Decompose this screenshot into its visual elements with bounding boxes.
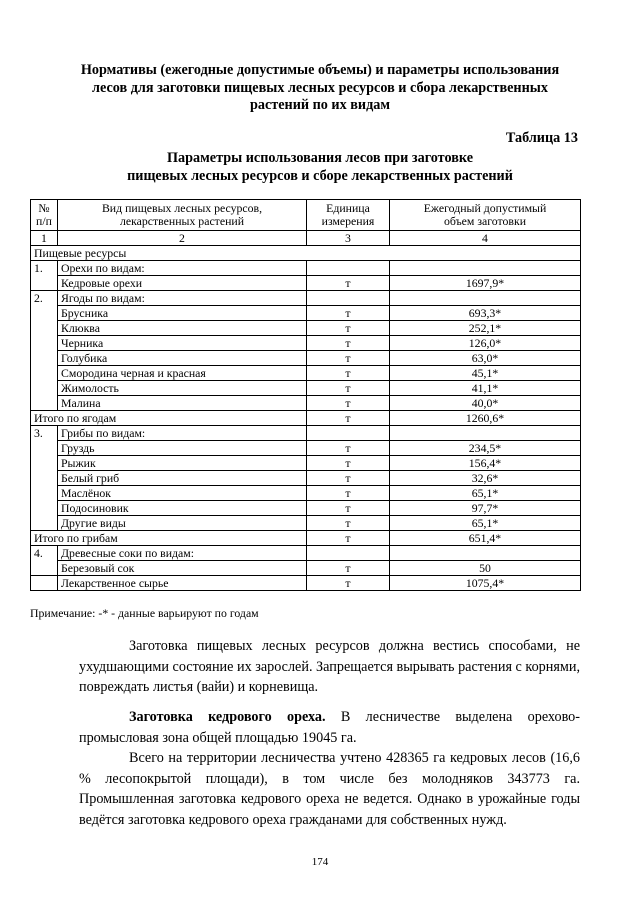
table-caption bbox=[40, 150, 600, 185]
header-cell-unit bbox=[307, 200, 390, 231]
unit-cell: т bbox=[307, 336, 390, 351]
unit-cell: т bbox=[307, 561, 390, 576]
empty-cell bbox=[31, 576, 58, 591]
resource-name: Другие виды bbox=[58, 516, 307, 531]
table-row bbox=[31, 396, 581, 411]
value-cell: 252,1* bbox=[390, 321, 581, 336]
unit-cell: т bbox=[307, 321, 390, 336]
header-cell-number bbox=[31, 200, 58, 231]
table-note: Примечание: -* - данные варьируют по годам bbox=[30, 606, 259, 620]
section-label: Пищевые ресурсы bbox=[31, 246, 581, 261]
table-row bbox=[31, 441, 581, 456]
table-number-label: Таблица 13 bbox=[505, 130, 578, 146]
table-row bbox=[31, 336, 581, 351]
resource-name: Жимолость bbox=[58, 381, 307, 396]
empty-cell bbox=[31, 351, 58, 366]
group-row bbox=[31, 291, 581, 306]
group-label: Ягоды по видам: bbox=[58, 291, 307, 306]
empty-cell bbox=[31, 501, 58, 516]
resource-name: Подосиновик bbox=[58, 501, 307, 516]
header-text: лекарственных растений bbox=[119, 214, 245, 228]
column-number: 3 bbox=[307, 231, 390, 246]
unit-cell bbox=[307, 291, 390, 306]
group-row bbox=[31, 426, 581, 441]
table-row bbox=[31, 501, 581, 516]
caption-line: Параметры использования лесов при заготовке bbox=[167, 150, 473, 166]
group-label: Орехи по видам: bbox=[58, 261, 307, 276]
empty-cell bbox=[31, 486, 58, 501]
column-number: 2 bbox=[58, 231, 307, 246]
header-text: Единица bbox=[326, 200, 370, 215]
unit-cell: т bbox=[307, 396, 390, 411]
paragraph-text: Заготовка пищевых лесных ресурсов должна вестись способами, не ухудшающими состояние их зарослей. Запрещается вырывать растения с корнями, повреждать листья (вайи) и корневища. bbox=[79, 638, 580, 695]
value-cell: 65,1* bbox=[390, 516, 581, 531]
table-row bbox=[31, 456, 581, 471]
unit-cell bbox=[307, 546, 390, 561]
table-row bbox=[31, 561, 581, 576]
value-cell bbox=[390, 291, 581, 306]
paragraph-rest: В лесничестве выделена орехово-промысловая зона общей площадью 19045 га. bbox=[79, 709, 580, 746]
header-text: измерения bbox=[321, 214, 375, 228]
paragraph-cedar-zone bbox=[79, 707, 580, 748]
value-cell: 651,4* bbox=[390, 531, 581, 546]
unit-cell: т bbox=[307, 351, 390, 366]
resource-name: Голубика bbox=[58, 351, 307, 366]
header-text: № bbox=[38, 200, 50, 215]
resource-name: Рыжик bbox=[58, 456, 307, 471]
total-label: Итого по ягодам bbox=[31, 411, 307, 426]
group-label: Древесные соки по видам: bbox=[58, 546, 307, 561]
resource-name: Малина bbox=[58, 396, 307, 411]
empty-cell bbox=[31, 366, 58, 381]
value-cell: 45,1* bbox=[390, 366, 581, 381]
table-row bbox=[31, 366, 581, 381]
value-cell: 234,5* bbox=[390, 441, 581, 456]
unit-cell: т bbox=[307, 306, 390, 321]
resource-name: Белый гриб bbox=[58, 471, 307, 486]
unit-cell: т bbox=[307, 381, 390, 396]
value-cell: 63,0* bbox=[390, 351, 581, 366]
empty-cell bbox=[31, 471, 58, 486]
empty-cell bbox=[31, 381, 58, 396]
table-row bbox=[31, 306, 581, 321]
header-cell-volume bbox=[390, 200, 581, 231]
paragraph-harvest-methods bbox=[79, 636, 580, 698]
unit-cell: т bbox=[307, 411, 390, 426]
resource-name: Брусника bbox=[58, 306, 307, 321]
empty-cell bbox=[31, 321, 58, 336]
value-cell bbox=[390, 261, 581, 276]
empty-cell bbox=[31, 516, 58, 531]
unit-cell: т bbox=[307, 366, 390, 381]
header-text: Ежегодный допустимый bbox=[423, 200, 547, 215]
table-row bbox=[31, 351, 581, 366]
resource-name: Березовый сок bbox=[58, 561, 307, 576]
unit-cell: т bbox=[307, 516, 390, 531]
unit-cell: т bbox=[307, 441, 390, 456]
table-row bbox=[31, 276, 581, 291]
empty-cell bbox=[31, 441, 58, 456]
unit-cell: т bbox=[307, 456, 390, 471]
unit-cell: т bbox=[307, 486, 390, 501]
document-title bbox=[40, 62, 600, 115]
value-cell: 693,3* bbox=[390, 306, 581, 321]
paragraph-text bbox=[79, 707, 580, 748]
paragraph-text: Всего на территории лесничества учтено 428365 га кедровых лесов (16,6 % лесопокрытой площади), в том числе без молодняков 343773 га. Промышленная заготовка кедрового ореха не ведется. Однако в урожайные годы ведётся заготовка кедрового ореха гражданами для собственных нужд. bbox=[79, 750, 580, 828]
unit-cell: т bbox=[307, 501, 390, 516]
unit-cell: т bbox=[307, 276, 390, 291]
header-text: Вид пищевых лесных ресурсов, bbox=[101, 200, 263, 215]
resource-name: Черника bbox=[58, 336, 307, 351]
value-cell: 65,1* bbox=[390, 486, 581, 501]
empty-cell bbox=[31, 306, 58, 321]
column-number: 1 bbox=[31, 231, 58, 246]
section-row bbox=[31, 246, 581, 261]
paragraph-heading: Заготовка кедрового ореха. bbox=[129, 709, 326, 725]
resource-name: Смородина черная и красная bbox=[58, 366, 307, 381]
group-number: 2. bbox=[31, 291, 58, 306]
unit-cell bbox=[307, 261, 390, 276]
value-cell: 40,0* bbox=[390, 396, 581, 411]
column-number: 4 bbox=[390, 231, 581, 246]
title-line: лесов для заготовки пищевых лесных ресурсов и сбора лекарственных bbox=[92, 79, 548, 96]
unit-cell: т bbox=[307, 531, 390, 546]
title-line: Нормативы (ежегодные допустимые объемы) и параметры использования bbox=[80, 62, 560, 78]
empty-cell bbox=[31, 456, 58, 471]
empty-cell bbox=[31, 336, 58, 351]
resource-name: Кедровые орехи bbox=[58, 276, 307, 291]
value-cell bbox=[390, 546, 581, 561]
value-cell: 1260,6* bbox=[390, 411, 581, 426]
total-label: Итого по грибам bbox=[31, 531, 307, 546]
value-cell: 1697,9* bbox=[390, 276, 581, 291]
table-row bbox=[31, 576, 581, 591]
column-numbers-row bbox=[31, 231, 581, 246]
group-number: 4. bbox=[31, 546, 58, 561]
unit-cell bbox=[307, 426, 390, 441]
group-number: 3. bbox=[31, 426, 58, 441]
empty-cell bbox=[31, 561, 58, 576]
title-line: растений по их видам bbox=[249, 97, 391, 113]
group-row bbox=[31, 546, 581, 561]
resource-name: Клюква bbox=[58, 321, 307, 336]
table-row bbox=[31, 486, 581, 501]
table-row bbox=[31, 321, 581, 336]
value-cell: 126,0* bbox=[390, 336, 581, 351]
resource-name: Груздь bbox=[58, 441, 307, 456]
resources-table bbox=[30, 199, 581, 591]
value-cell: 97,7* bbox=[390, 501, 581, 516]
table-header-row bbox=[31, 200, 581, 231]
empty-cell bbox=[31, 276, 58, 291]
total-row bbox=[31, 411, 581, 426]
table-row bbox=[31, 516, 581, 531]
value-cell: 1075,4* bbox=[390, 576, 581, 591]
resource-name: Маслёнок bbox=[58, 486, 307, 501]
unit-cell: т bbox=[307, 576, 390, 591]
empty-cell bbox=[31, 396, 58, 411]
table-row bbox=[31, 381, 581, 396]
value-cell: 41,1* bbox=[390, 381, 581, 396]
value-cell bbox=[390, 426, 581, 441]
value-cell: 156,4* bbox=[390, 456, 581, 471]
value-cell: 50 bbox=[390, 561, 581, 576]
group-row bbox=[31, 261, 581, 276]
group-number: 1. bbox=[31, 261, 58, 276]
group-label: Грибы по видам: bbox=[58, 426, 307, 441]
header-text: объем заготовки bbox=[443, 214, 527, 228]
caption-line: пищевых лесных ресурсов и сборе лекарственных растений bbox=[127, 167, 513, 184]
total-row bbox=[31, 531, 581, 546]
resource-name: Лекарственное сырье bbox=[58, 576, 307, 591]
page-number: 174 bbox=[311, 856, 329, 868]
paragraph-cedar-forests bbox=[79, 748, 580, 830]
unit-cell: т bbox=[307, 471, 390, 486]
header-text: п/п bbox=[36, 214, 52, 228]
header-cell-kind bbox=[58, 200, 307, 231]
table-row bbox=[31, 471, 581, 486]
value-cell: 32,6* bbox=[390, 471, 581, 486]
